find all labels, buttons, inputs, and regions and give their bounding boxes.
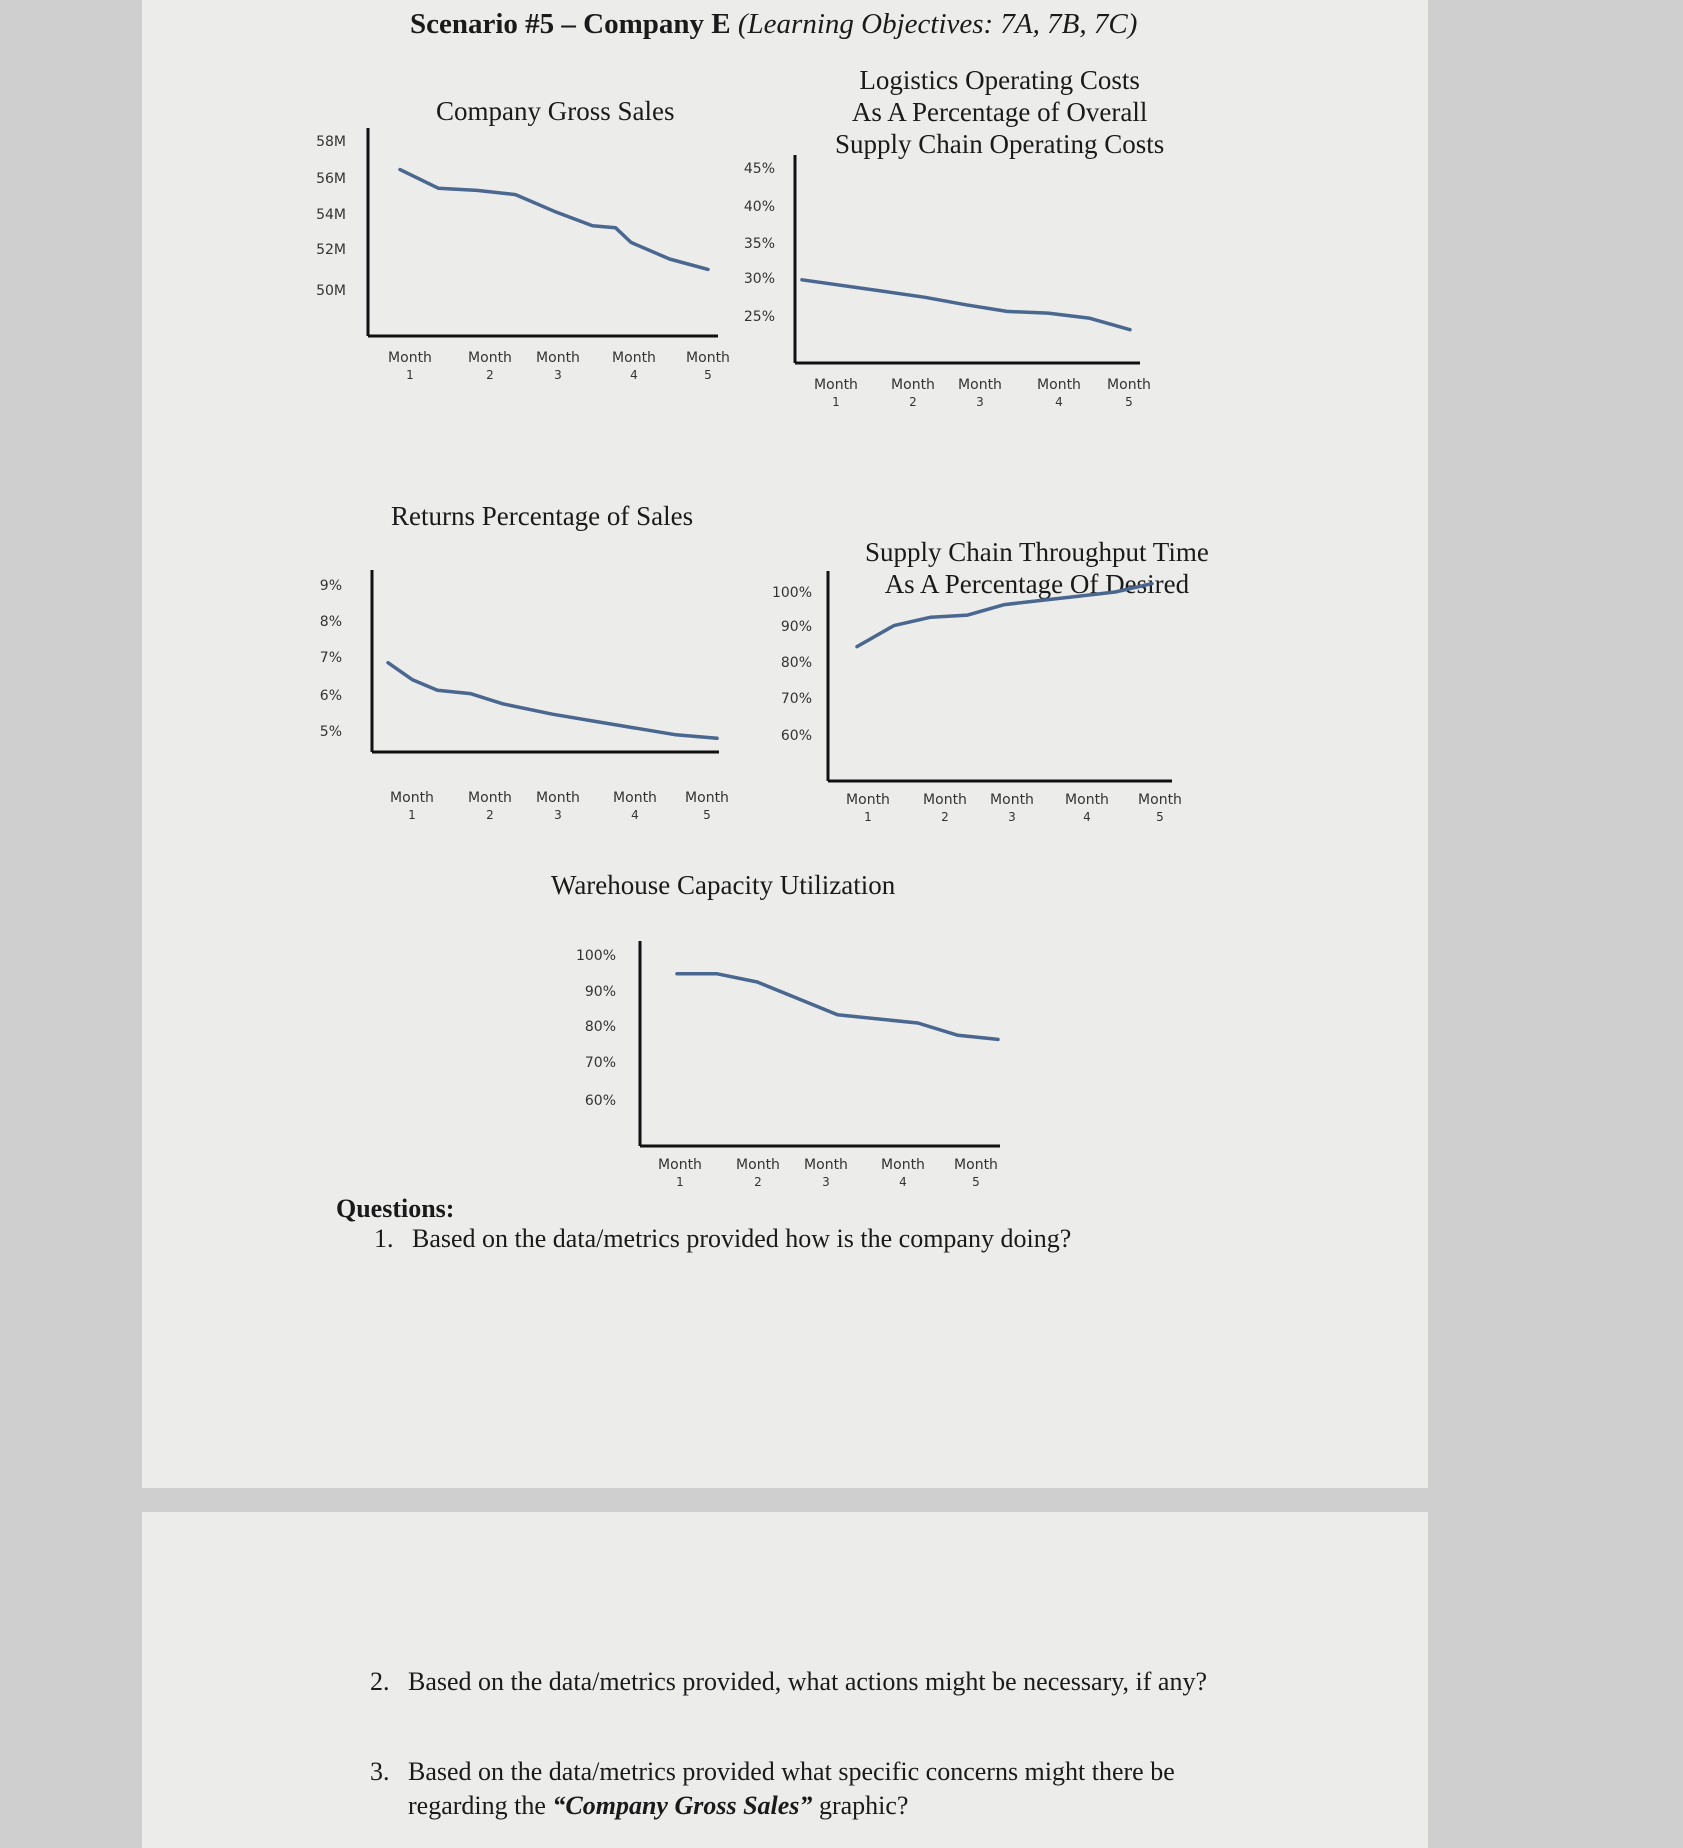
returns-x-tick: Month 4 [613, 790, 657, 822]
returns-y-tick: 6% [319, 688, 342, 704]
throughput-y-tick: 90% [780, 619, 812, 635]
gross-sales-series-line [400, 170, 708, 270]
returns-y-tick: 5% [319, 724, 342, 740]
warehouse-y-tick: 80% [584, 1019, 616, 1035]
throughput-y-tick: 60% [780, 728, 812, 744]
logistics-costs-x-tick: Month 2 [891, 377, 935, 409]
question-3: 3. Based on the data/metrics provided what specific concerns might there be regarding the “Company Gross Sales” graphic? [370, 1757, 1175, 1820]
logistics-costs-x-tick: Month 4 [1037, 377, 1081, 409]
logistics-costs-y-tick: 25% [743, 309, 775, 325]
returns-x-tick: Month 2 [468, 790, 512, 822]
gross-sales-y-tick: 50M [316, 283, 346, 299]
throughput-x-tick: Month 4 [1065, 792, 1109, 824]
throughput-y-tick: 100% [771, 585, 812, 601]
warehouse-y-tick: 70% [584, 1055, 616, 1071]
throughput-x-tick: Month 3 [990, 792, 1034, 824]
warehouse-y-tick: 90% [584, 984, 616, 1000]
returns-series-line [388, 663, 717, 739]
logistics-costs-y-tick: 45% [743, 161, 775, 177]
warehouse-y-tick: 60% [584, 1093, 616, 1109]
question-2: 2. Based on the data/metrics provided, what actions might be necessary, if any? [370, 1667, 1208, 1696]
returns-y-tick: 9% [319, 578, 342, 594]
logistics-costs-x-tick: Month 5 [1107, 377, 1151, 409]
warehouse-chart [576, 941, 1000, 1189]
gross-sales-x-tick: Month 5 [686, 350, 730, 382]
gross-sales-y-tick: 54M [316, 207, 346, 223]
gross-sales-title: Company Gross Sales [436, 96, 675, 126]
returns-x-tick: Month 3 [536, 790, 580, 822]
warehouse-x-tick: Month 3 [804, 1157, 848, 1189]
warehouse-x-tick: Month 4 [881, 1157, 925, 1189]
warehouse-x-tick: Month 2 [736, 1157, 780, 1189]
question-1: 1. Based on the data/metrics provided how is the company doing? [374, 1224, 1072, 1253]
throughput-chart [772, 571, 1182, 824]
returns-x-tick: Month 5 [685, 790, 729, 822]
gross-sales-y-tick: 52M [316, 242, 346, 258]
warehouse-title: Warehouse Capacity Utilization [551, 870, 896, 900]
warehouse-series-line [677, 974, 998, 1040]
warehouse-x-tick: Month 1 [658, 1157, 702, 1189]
returns-title: Returns Percentage of Sales [391, 501, 694, 531]
gross-sales-x-tick: Month 2 [468, 350, 512, 382]
warehouse-x-tick: Month 5 [954, 1157, 998, 1189]
gross-sales-x-tick: Month 3 [536, 350, 580, 382]
throughput-title: Supply Chain Throughput Time As A Percentage Of Desired [865, 537, 1209, 599]
gross-sales-x-tick: Month 1 [388, 350, 432, 382]
throughput-y-tick: 80% [780, 655, 812, 671]
logistics-costs-y-tick: 40% [743, 199, 775, 215]
returns-y-tick: 8% [319, 614, 342, 630]
title-main: Scenario #5 – Company E [410, 8, 731, 40]
throughput-x-tick: Month 2 [923, 792, 967, 824]
gross-sales-y-tick: 58M [316, 134, 346, 150]
gross-sales-y-tick: 56M [316, 171, 346, 187]
title-objectives: (Learning Objectives: 7A, 7B, 7C) [737, 8, 1138, 40]
throughput-series-line [857, 584, 1152, 647]
logistics-costs-series-line [802, 280, 1130, 330]
logistics-costs-y-tick: 30% [743, 271, 775, 287]
throughput-x-tick: Month 1 [846, 792, 890, 824]
returns-chart [320, 570, 729, 822]
questions-heading: Questions: [336, 1194, 455, 1223]
throughput-y-tick: 70% [780, 691, 812, 707]
throughput-x-tick: Month 5 [1138, 792, 1182, 824]
returns-x-tick: Month 1 [390, 790, 434, 822]
gross-sales-x-tick: Month 4 [612, 350, 656, 382]
gross-sales-chart [316, 128, 730, 382]
logistics-costs-y-tick: 35% [743, 236, 775, 252]
warehouse-y-tick: 100% [575, 948, 616, 964]
logistics-costs-x-tick: Month 3 [958, 377, 1002, 409]
returns-y-tick: 7% [319, 650, 342, 666]
logistics-costs-x-tick: Month 1 [814, 377, 858, 409]
logistics-costs-title: Logistics Operating Costs As A Percentage of Overall Supply Chain Operating Costs [835, 65, 1165, 159]
logistics-costs-chart [744, 155, 1151, 409]
